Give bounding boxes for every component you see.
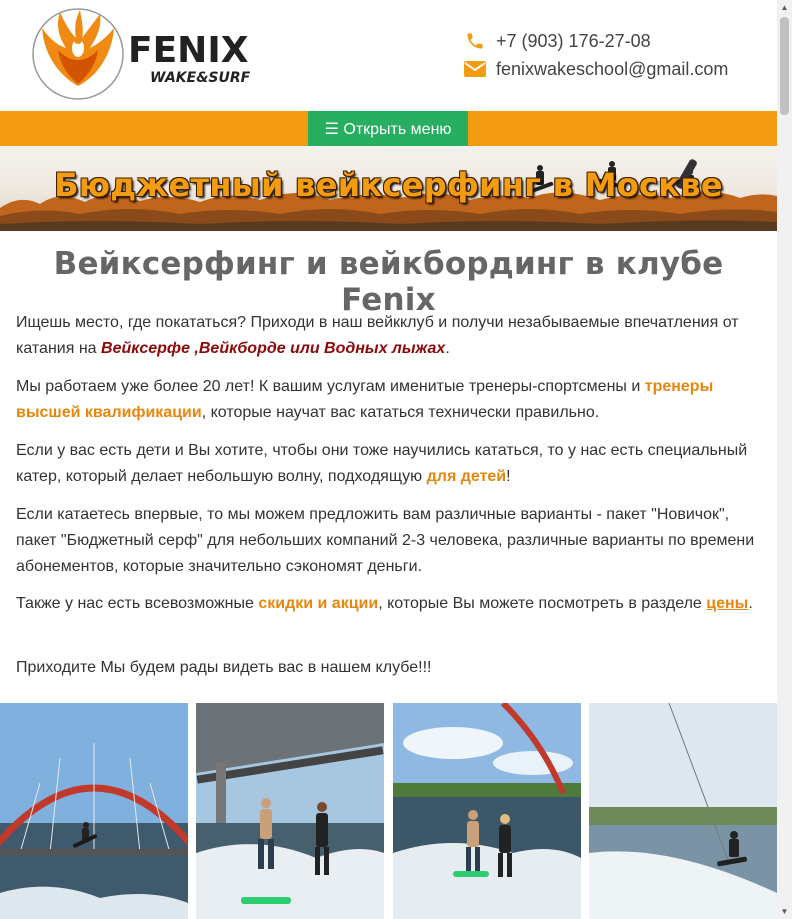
welcome-paragraph: Приходите Мы будем рады видеть вас в нашем клубе!!!: [16, 659, 432, 676]
discounts-link[interactable]: скидки и акции: [258, 595, 379, 612]
p3-end: !: [506, 468, 511, 485]
main-content: [16, 240, 761, 676]
gallery-photo-bridge[interactable]: [0, 703, 188, 919]
scroll-down-arrow-icon[interactable]: ▼: [780, 907, 789, 916]
p1-text: Ищешь место, где покататься? Приходи в наш вейкклуб и получи незабываемые впечатления от катания на: [16, 314, 739, 357]
page-title: Вейксерфинг и вейкбординг в клубе Fenix: [53, 246, 724, 318]
kids-link[interactable]: для детей: [426, 468, 507, 485]
open-menu-button[interactable]: ☰ Открыть меню: [308, 111, 468, 146]
mail-icon: [462, 58, 488, 80]
p5-text: Также у нас есть всевозможные: [16, 595, 259, 612]
menu-bar: [0, 111, 777, 146]
contact-email[interactable]: [462, 58, 728, 80]
svg-text:WAKE&SURF: WAKE&SURF: [150, 70, 251, 86]
email-address[interactable]: fenixwakeschool@gmail.com: [496, 58, 729, 79]
p2-end: , которые научат вас кататься технически правильно.: [201, 404, 600, 421]
scrollbar-thumb[interactable]: [780, 17, 789, 115]
gallery-photo-underbridge[interactable]: [196, 703, 384, 919]
kids-paragraph: [16, 438, 761, 490]
p2-text: Мы работаем уже более 20 лет! К вашим услугам именитые тренеры-спортсмены и: [16, 378, 645, 395]
contact-phone[interactable]: [462, 30, 651, 52]
p5-mid: , которые Вы можете посмотреть в разделе: [378, 595, 707, 612]
discounts-paragraph: [16, 591, 753, 617]
p3-text: Если у вас есть дети и Вы хотите, чтобы они тоже научились кататься, то у нас есть специальный катер, который делает небольшую волну, подходящую: [16, 442, 748, 485]
gallery-photo-river[interactable]: [393, 703, 581, 919]
site-header: [0, 0, 777, 111]
sports-link[interactable]: Вейксерфе ,Вейкборде или Водных лыжах: [101, 340, 446, 357]
gallery-photo-rider[interactable]: [589, 703, 777, 919]
packages-paragraph: Если катаетесь впервые, то мы можем предложить вам различные варианты - пакет "Новичок", пакет "Бюджетный серф" для небольших компаний 2-3 человека, различные варианты по времени абонементов, которые значительно сэкономят деньги.: [16, 506, 755, 575]
phone-number[interactable]: +7 (903) 176-27-08: [496, 30, 651, 51]
banner-title: Бюджетный вейксерфинг в Москве: [54, 166, 723, 204]
photo-gallery: [0, 703, 777, 919]
phone-icon: [462, 30, 488, 52]
phoenix-logo-icon: [30, 6, 270, 104]
p1-end: .: [445, 340, 450, 357]
svg-text:FENIX: FENIX: [128, 30, 249, 71]
site-logo[interactable]: [30, 6, 270, 104]
p5-end: .: [748, 595, 753, 612]
experience-paragraph: [16, 374, 761, 426]
scroll-up-arrow-icon[interactable]: ▲: [780, 3, 789, 12]
prices-link[interactable]: цены: [706, 595, 749, 612]
trainers-link[interactable]: тренеры высшей квалификации: [16, 378, 714, 421]
hero-banner: [0, 146, 777, 231]
page-scrollbar[interactable]: [777, 0, 792, 919]
intro-paragraph: [16, 310, 761, 362]
